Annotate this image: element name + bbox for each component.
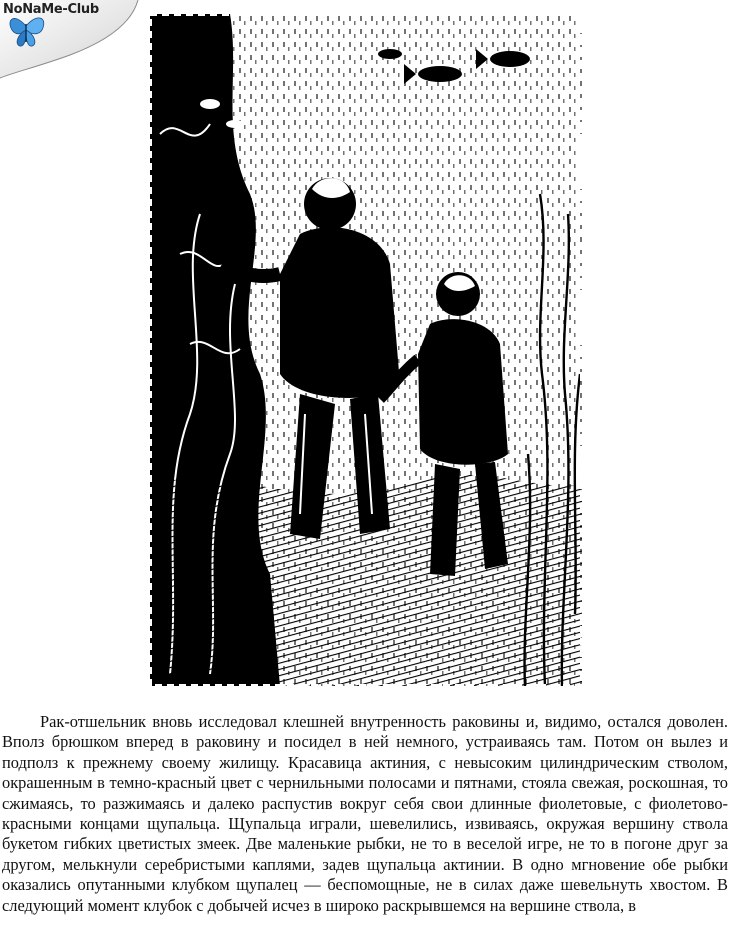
divers-illustration bbox=[150, 14, 582, 686]
paragraph: Рак-отшельник вновь исследовал клешней внутренность раковины и, видимо, остался доволен. Вполз брюшком вперед в раковину и посидел в ней немного, устраиваясь там. Потом он вылез и подполз к прежнему своему жилищу. Красавица актиния, с невысоким цилиндрическим стволом, окрашенным в темно-красный цвет с чернильными полосами и пятнами, стояла свежая, роскошная, то сжимаясь, то разжимаясь и далеко распустив вокруг себя свои длинные фиолетовые, с фиолетово-красными концами щупальца. Щупальца играли, шевелились, извиваясь, окружая вершину ствола букетом гибких цветистых змеек. Две маленькие рыбки, не то в веселой игре, не то в погоне друг за другом, мелькнули серебристыми каплями, задев щупальца актинии. В одно мгновение обе рыбки оказались опутанными клубком щупалец — беспомощные, не в силах даже шевельнуть хвостом. В следующий момент клубок с добычей исчез в широко раскрывшемся на вершине ствола, в bbox=[2, 712, 728, 915]
illustration-image bbox=[150, 14, 582, 686]
body-text bbox=[2, 712, 728, 916]
watermark-text: NoNaMe-Club bbox=[3, 2, 99, 17]
watermark bbox=[0, 0, 140, 80]
